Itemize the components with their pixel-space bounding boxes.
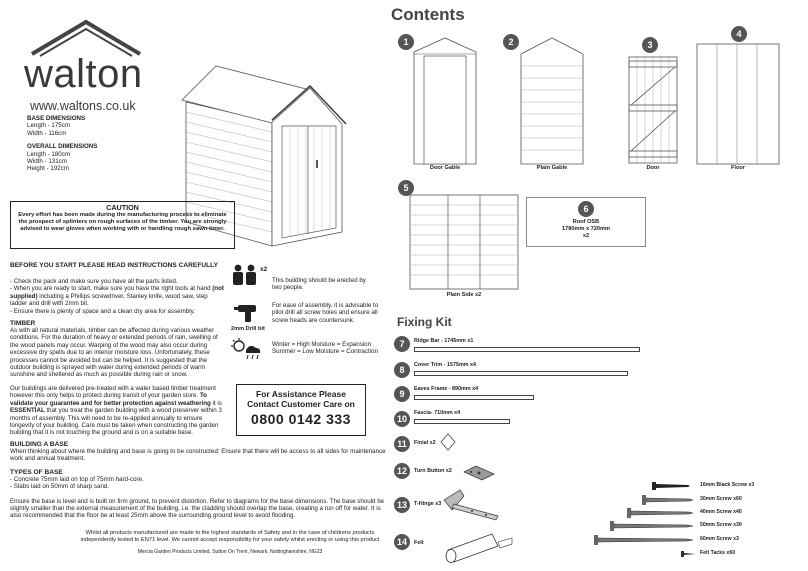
screw-label-1: 16mm Black Screw x3 [700,482,755,488]
fixing-num-12: 12 [394,463,410,479]
black-screw-icon [650,480,692,492]
contents-num-6: 6 [578,201,594,217]
caution-text: Every effort has been made during the manufacturing process to eliminate the prospect of splinters on rough surfaces of the timber. You are strongly advised to wear gloves when working with or handling rough sawn timer. [18,212,227,232]
timber-para1: As with all natural materials, timber can be affected during various weather conditions. For the duration of heavy or extended periods of rain, swelling of the wood panels may occur. Warping of the wood may also occur during excessive dry spells due to an interior moisture loss. Unfortunately, these processes cannot be avoided but can be helped. It is suggested that the outdoor building is sprayed with water during extended periods of warm sunshine and sheltered as much as possible during rain or snow. [10,327,218,379]
floor-drawing [695,42,781,166]
roof-osb-line1: Roof OSB [572,219,600,225]
base-width: Width - 116cm [27,129,67,137]
base-dimensions-title: BASE DIMENSIONS [27,115,86,122]
contents-num-3: 3 [642,37,658,53]
people-icon [230,264,260,286]
fixing-label-7: Ridge Bar - 1745mm x1 [414,338,474,344]
screw-30mm-icon [640,494,695,506]
cover-trim-drawing [414,371,628,376]
timber-para2 [10,385,225,437]
base-type2: - Slabs laid on 50mm of sharp sand. [10,483,110,491]
roof-osb-line3: x2 [582,233,590,239]
base-title: BUILDING A BASE [10,441,69,448]
before-start-line2b: (not supplied) [10,285,224,300]
fascia-drawing [414,419,510,424]
contents-num-4: 4 [731,26,747,42]
base-section [10,441,390,520]
base-text: When thinking about where the building and base is going to be constructed: Ensure that there will be access to all sides for maintenance work and annual treatment. [10,448,386,463]
overall-width: Width - 131cm [27,158,67,166]
t-hinge-icon [442,486,502,522]
weather-icon [230,338,262,360]
footer-safety: Whilst all products manufactured are made to the highest standards of Safety and in the case of childrens products independently tested to EN71 level. We cannot accept responsibility for your safety whilst erecting or using this product [80,530,380,543]
before-start-section [10,262,225,315]
before-start-line2c: including a Phillips screwdriver, Stanley knife, wood saw, step ladder and drill with 2mm bit. [10,292,208,308]
overall-height: Height - 192cm [27,165,69,173]
felt-tack-icon [680,548,698,560]
roof-osb-label [526,219,646,240]
fixing-label-10: Fascia- 710mm x4 [414,410,461,416]
drill-text: For ease of assembly, it is advisable to pilot drill all screw holes and ensure all screw heads are countersunk. [272,302,379,324]
plain-side-drawing [408,193,520,291]
people-text: This building should be erected by two people. [272,277,366,292]
felt-roll-icon [440,530,516,564]
caution-box [10,201,235,249]
base-length: Length - 175cm [27,122,70,130]
assistance-line2: Contact Customer Care on [247,399,355,409]
timber-para2e: that you treat the garden building with a wood preserver within 3 months of assembly. This will need to be re-applied annually to ensure longevity of your building. Care must be taken when constructing the garden building that it is not touching the ground and is on a suitable base. [10,407,222,437]
contents-num-2: 2 [503,34,519,50]
ridge-bar-drawing [414,347,640,352]
dimensions [27,115,147,173]
assistance-line1: For Assistance Please [256,389,346,399]
contents-num-1: 1 [398,34,414,50]
fixing-label-14: Felt [414,540,424,546]
fixing-num-11: 11 [394,436,410,452]
footer [80,530,380,555]
caution-title: CAUTION [106,203,139,212]
screw-label-3: 40mm Screw x40 [700,509,742,515]
fixing-kit-title: Fixing Kit [397,315,452,329]
contents-label-1: Door Gable [429,165,461,171]
assistance-box [236,384,366,436]
base-types-title: TYPES OF BASE [10,468,63,476]
base-level-text: Ensure the base is level and is built on firm ground, to prevent distortion. Refer to diagrams for the base dimensions. The base should be slightly smaller than the external measurement of the building, i.e. the cladding should overlap the base, creating a run off for water. It is also recommended that the floor be at least 25mm above the surrounding ground level to avoid flooding. [10,497,385,520]
fixing-label-12: Turn Button x2 [414,468,452,474]
base-type1: - Concrete 75mm laid on top of 75mm hard-core. [10,475,144,483]
screw-50mm-icon [608,520,695,532]
roof-osb-line2: 1780mm x 720mm [562,226,610,232]
eaves-frame-drawing [414,395,534,400]
overall-dimensions-title: OVERALL DIMENSIONS [27,143,98,151]
fixing-num-9: 9 [394,386,410,402]
screw-label-4: 50mm Screw x30 [700,522,742,528]
before-start-line1: - Check the pack and make sure you have all the parts listed. [10,278,178,285]
logo [18,18,158,113]
contents-label-4: Floor [731,165,745,171]
before-start-line2a: - When you are ready to start, make sure you have the right tools at hand [10,285,211,293]
screw-40mm-icon [625,507,695,519]
door-drawing [627,55,679,165]
fixing-num-10: 10 [394,411,410,427]
fixing-num-7: 7 [394,336,410,352]
finial-icon [440,433,456,451]
contents-label-5: Plain Side x2 [446,292,482,298]
drill-icon [232,303,262,323]
people-count: x2 [260,266,268,273]
brand-name: walton [24,52,143,96]
overall-length: Length - 180cm [27,150,70,158]
fixing-num-13: 13 [394,497,410,513]
fixing-num-8: 8 [394,362,410,378]
timber-section [10,320,225,379]
contents-num-5: 5 [398,180,414,196]
turn-button-icon [462,464,496,484]
weather-text: Winter = High Moisture = Expansion Summer = Low Moisture = Contraction [272,341,378,356]
fixing-num-14: 14 [394,534,410,550]
timber-title: TIMBER [10,320,36,327]
contents-label-3: Door [646,165,660,171]
contents-label-2: Plain Gable [536,165,568,171]
brand-url: www.waltons.co.uk [30,99,136,113]
fixing-label-11: Finial x2 [414,440,436,446]
footer-address: Mercia Garden Products Limited, Sutton On Trent, Newark, Nottinghamshire, NG23 [137,549,323,555]
assistance-phone: 0800 0142 333 [251,411,351,427]
screw-60mm-icon [592,534,695,546]
timber-para2d: ESSENTIAL [10,407,45,415]
timber-para2b: To validate your guarantee and for better protection against weathering [10,392,211,407]
screw-label-5: 60mm Screw x3 [700,536,739,542]
screw-label-6: Felt Tacks x60 [700,550,736,556]
before-start-line3: - Ensure there is plenty of space and a clean dry area for assembly. [10,307,195,315]
contents-title: Contents [391,5,465,24]
fixing-label-13: T-Hinge x3 [414,501,442,507]
timber-para2c: it is [210,399,222,407]
timber-para2a: Our buildings are delivered pre-treated with a water based timber treatment however this only helps to protect during transit of your garden store. [10,385,217,400]
screw-label-2: 30mm Screw x60 [700,496,742,502]
fixing-label-9: Eaves Frame - 890mm x4 [414,386,479,392]
before-start-title: BEFORE YOU START PLEASE READ INSTRUCTIONS CAREFULLY [10,262,218,269]
door-gable-drawing [410,36,480,168]
plain-gable-drawing [517,36,587,168]
drill-caption: 2mm Drill bit [231,326,265,332]
fixing-label-8: Cover Trim - 1575mm x4 [414,362,477,368]
